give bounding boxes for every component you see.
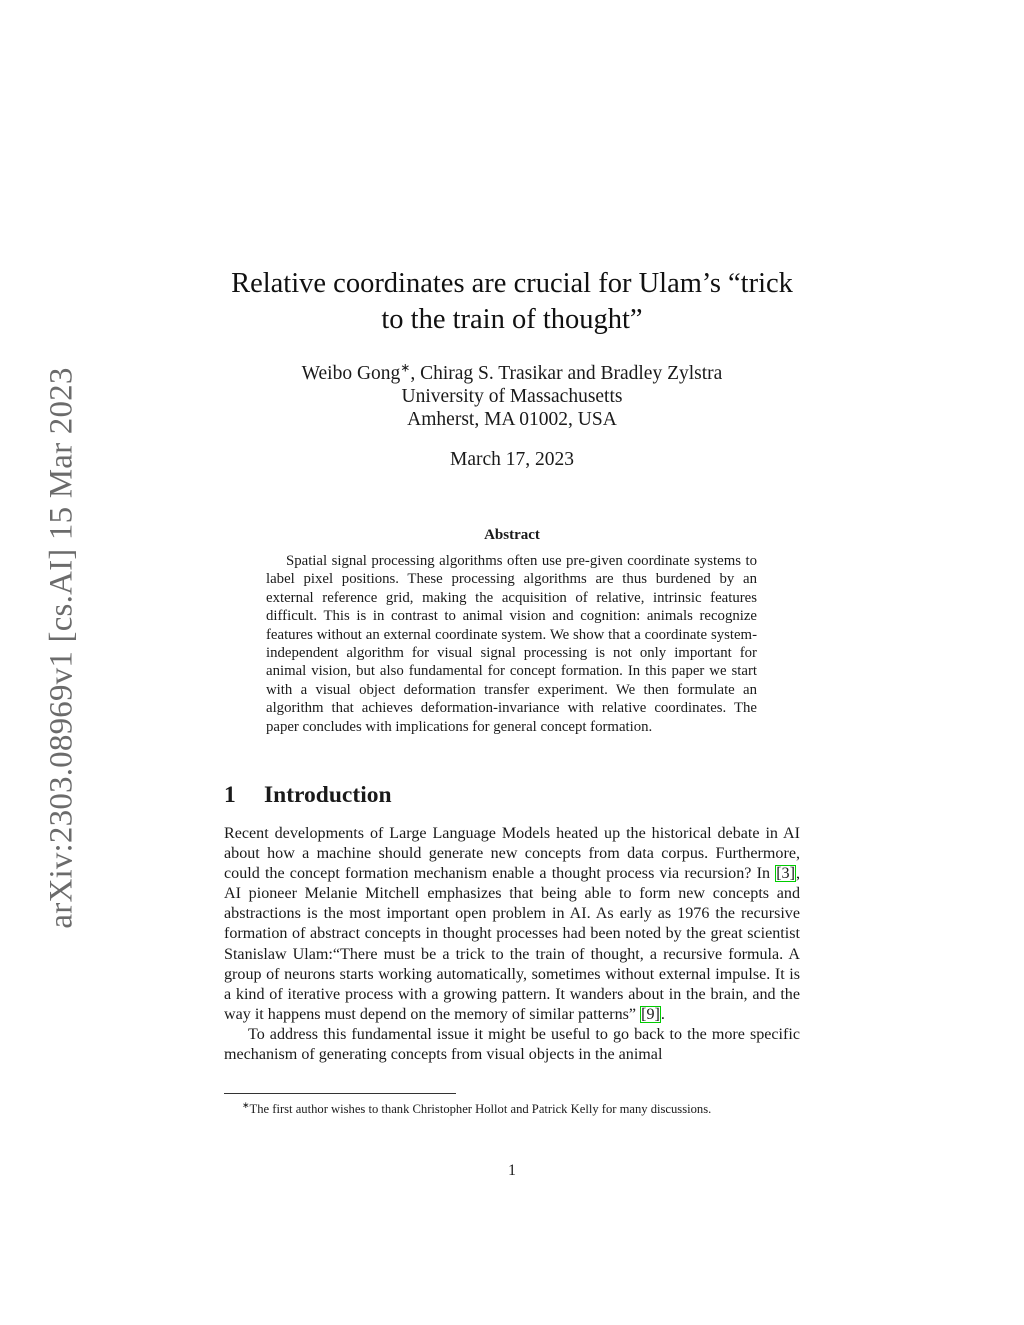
address: Amherst, MA 01002, USA [407, 409, 617, 430]
intro-paragraph-2: To address this fundamental issue it might be useful to go back to the more specific mechanism of generating concepts from visual objects in the animal [224, 1025, 800, 1064]
citation-link-3[interactable]: [3] [776, 865, 795, 883]
intro-paragraph-1 [224, 824, 800, 1025]
section-title: Introduction [264, 782, 392, 808]
page-number: 1 [508, 1162, 516, 1179]
paper-title [200, 266, 824, 338]
intro-text-part-2: , AI pioneer Melanie Mitchell emphasizes that being able to form new concepts and abstractions is the most important open problem in AI. As early as 1976 the recursive formation of abstract concepts in thought processes had been noted by the great scientist Stanislaw Ulam:“There must be a trick to the train of thought, a recursive formula. A group of neurons starts working automatically, sometimes without external impulse. It is a kind of iterative process with a growing pattern. It wanders about in the brain, and the way it happens must depend on the memory of similar patterns” [224, 865, 800, 1023]
paper-date: March 17, 2023 [449, 449, 575, 470]
intro-text-part-1: Recent developments of Large Language Models heated up the historical debate in AI about how a machine should generate new concepts from data corpus. Furthermore, could the concept formation mechanism enable a thought process via recursion? In [224, 825, 800, 883]
footnote-mark: ∗ [242, 1100, 250, 1110]
first-author: Weibo Gong [301, 363, 401, 384]
introduction-body [224, 824, 800, 1065]
footnote-text: The first author wishes to thank Christopher Hollot and Patrick Kelly for many discussions. [249, 1102, 712, 1117]
other-authors: , Chirag S. Trasikar and Bradley Zylstra [410, 363, 723, 384]
footnote [224, 1097, 800, 1117]
abstract-text: Spatial signal processing algorithms often use pre-given coordinate systems to label pixel positions. These processing algorithms are thus burdened by an external reference grid, making the acquisition of relative, intrinsic features difficult. This is in contrast to animal vision and cognition: animals recognize features without an external coordinate system. We show that a coordinate system-independent algorithm for visual signal processing is not only important for animal vision, but also fundamental for concept formation. In this paper we start with a visual object deformation transfer experiment. We then formulate an algorithm that achieves deformation-invariance with relative coordinates. The paper concludes with implications for general concept formation. [266, 553, 757, 735]
arxiv-identifier-stamp: arXiv:2303.08969v1 [cs.AI] 15 Mar 2023 [43, 367, 80, 929]
author-footnote-mark: ∗ [400, 360, 411, 375]
author-block [200, 362, 824, 431]
author-names [200, 362, 824, 385]
title-line-1: Relative coordinates are crucial for Ulam’s “trick [231, 268, 793, 299]
affiliation: University of Massachusetts [401, 386, 623, 407]
footnote-divider [224, 1093, 456, 1094]
intro-text-part-3: . [660, 1005, 665, 1023]
title-line-2: to the train of thought” [381, 304, 643, 335]
section-heading [224, 782, 392, 809]
abstract-heading: Abstract [484, 527, 540, 543]
citation-link-9[interactable]: [9] [641, 1005, 660, 1023]
section-number: 1 [224, 782, 236, 808]
